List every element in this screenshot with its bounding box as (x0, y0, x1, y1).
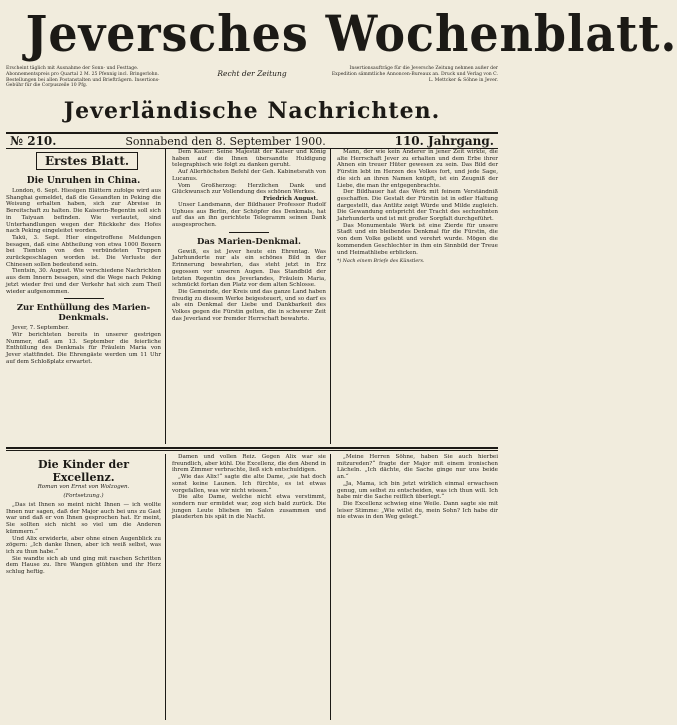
feuilleton-column-1 (6, 454, 166, 720)
article-paragraph: Mann, der wie kein Anderer in jener Zeit wirkte, die alte Herrschaft Jever zu erhalten und dem Erbe ihrer Ahnen ein treuer Hüter gewesen zu sein. Das Bild der Fürstin lebt im Herzen des Volkes fort, und jede Sage, die sich an ihren Namen knüpft, ist ein Zeugniß der Liebe, die man ihr entgegenbrachte. (337, 149, 498, 189)
article-paragraph: Wir berichteten bereits in unserer gestrigen Nummer, daß am 13. September die feierliche Enthüllung des Denkmals für Fräulein Maria von Jever stattfindet. Die Ehrengäste werden um 11 Uhr auf dem Schloßplatz erwartet. (6, 331, 161, 365)
issue-bar (6, 132, 498, 149)
feuilleton-divider (6, 447, 498, 449)
story-paragraph: Damen und vollen Reiz. Gegen Alix war sie freundlich, aber kühl. Die Excellenz, die den Abend in ihrem Zimmer verbrachte, ließ sich entschuldigen. (172, 454, 326, 474)
story-paragraph: „Das ist Ihnen so meint nicht Ihnen — ich wollte Ihnen nur sagen, daß der Major auch bei uns zu Gast war und daß er von Ihnen gesprochen hat. Er meint, Sie sollten sich nicht so viel um die Anderen kümmern.“ (6, 502, 161, 535)
story-paragraph: Die Excellenz schwieg eine Weile. Dann sagte sie mit leiser Stimme: „Wie willst du, mein Sohn? Ich habe dir nie etwas in den Weg gelegt.“ (337, 500, 498, 521)
story-paragraph: „Meine Herren Söhne, haben Sie auch hierbei mitzureden?“ fragte der Major mit einem ironischen Lächeln. „Ich dächte, die Sache ginge nur uns beide an.“ (337, 454, 498, 481)
masthead-info-row (6, 66, 498, 96)
article-paragraph: Gewiß, es ist Jever heute ein Ehrentag. Was Jahrhunderte nur als ein schönes Bild in der Erinnerung bewahrten, das steht jetzt in Erz gegossen vor unseren Augen. Das Standbild der letzten Regentin des Jeverlandes, Fräulein Maria, schmückt fortan den Platz vor dem alten Schlosse. (172, 248, 326, 289)
publisher-info: Insertionsaufträge für die Jeversche Zeitung nehmen außer der Expedition sämmtliche Annoncen-Bureaux an. Druck und Verlag von C. L. Mettcker & Söhne in Jever. (331, 66, 498, 83)
feuilleton-column-3 (337, 454, 498, 720)
divider (229, 232, 269, 233)
footnote: *) Nach einem Briefe des Künstlers. (337, 259, 425, 265)
article-paragraph: Takü, 3. Sept. Hier eingetroffene Meldungen besagen, daß eine Abtheilung von etwa 1000 Boxern bei Tientsin von den verbündeten Truppen zurückgeschlagen worden ist. Die Verluste der Chinesen sollen bedeutend sein. (6, 234, 161, 268)
headline-marien-denkmal: Das Marien-Denkmal. (197, 236, 301, 247)
headline-denkmal: Zur Enthüllung des Marien-Denkmals. (16, 303, 151, 324)
column-3 (337, 149, 498, 444)
story-paragraph: Die alte Dame, welche nicht etwa verstimmt, sondern nur ermüdet war, zog sich bald zurück. Die jungen Leute blieben im Salon zusammen und plauderten bis spät in die Nacht. (172, 494, 326, 521)
column-1 (6, 149, 166, 444)
article-paragraph: Unser Landsmann, der Bildhauer Professor Rudolf Uphues aus Berlin, der Schöpfer des Denkmals, hat auf das an ihn gerichtete Telegramm seinen Dank ausgesprochen. (172, 201, 326, 229)
column-2 (172, 149, 331, 444)
issue-date: Sonnabend den 8. September 1900. (125, 134, 326, 148)
issue-volume: 110. Jahrgang. (394, 134, 494, 148)
masthead-motto: Recht der Zeitung (217, 69, 287, 78)
headline-china: Die Unruhen in China. (26, 176, 141, 186)
news-columns (6, 149, 498, 444)
article-paragraph: Tientsin, 30. August. Wie verschiedene Nachrichten aus dem Innern besagen, sind die Wege nach Peking jetzt wieder frei und der Verkehr hat sich zum Theil wieder aufgenommen. (6, 268, 161, 295)
story-paragraph: „Ja, Mama, ich bin jetzt wirklich einmal erwachsen genug, um selbst zu entscheiden, was ich thun will. Ich habe mir die Sache reiflich überlegt.“ (337, 480, 498, 501)
article-paragraph: Dem Kaiser: Seine Majestät der Kaiser und König haben auf die Ihnen übersandte Huldigung telegraphisch wie folgt zu danken geruht. (172, 149, 326, 169)
story-paragraph: Und Alix erwiderte, aber ohne einen Augenblick zu zögern: „Ich danke Ihnen, aber ich weiß selbst, was ich zu thun habe.“ (6, 535, 161, 555)
feuilleton-divider-thin (6, 450, 498, 451)
newspaper-page (6, 4, 677, 720)
newspaper-masthead: Jeversches Wochenblatt. (25, 4, 677, 63)
article-paragraph: London, 6. Sept. Hiesigen Blättern zufolge wird aus Shanghai gemeldet, daß die Gesandten in Peking die Weisung erhalten haben, sich zur Abreise in Bereitschaft zu halten. Die Kaiserin-Regentin soll sich in Taiyuan befinden. Wie verlautet, sind Unterhandlungen wegen der Rückkehr des Hofes nach Peking eingeleitet worden. (6, 188, 161, 235)
subscription-info: Erscheint täglich mit Ausnahme der Sonn- und Festtage. Abonnementspreis pro Quartal 2 M. 25 Pfennig incl. Bringerlohn. Bestellungen bei allen Postanstalten und Briefträgern. Insertions-Gebühr für die Corpuszeile 10 Pfg. (6, 66, 160, 89)
article-paragraph: Das Monumentale Werk ist eine Zierde für unsere Stadt und ein bleibendes Denkmal für die Fürstin, die von dem Volke geliebt und verehrt wurde. Mögen die kommenden Geschlechter in ihm ein Sinnbild der Treue und Heimathliebe erblicken. (337, 222, 498, 256)
feuilleton-columns (6, 454, 498, 720)
article-paragraph: Der Bildhauer hat das Werk mit feinem Verständniß geschaffen. Die Gestalt der Fürstin ist in edler Haltung dargestellt, das Antlitz zeigt Würde und Milde zugleich. Die Gewandung entspricht der Tracht des sechzehnten Jahrhunderts und ist mit großer Sorgfalt durchgeführt. (337, 189, 498, 223)
article-paragraph: Auf Allerhöchsten Befehl der Geh. Kabinetsrath von Lucanus. (172, 169, 326, 182)
signature: Friedrich August. (263, 195, 318, 202)
feuilleton-column-2 (172, 454, 331, 720)
feuilleton-author: Roman von Ernst von Wolzogen. (37, 484, 130, 490)
section-title: Erstes Blatt. (36, 152, 138, 170)
feuilleton-title: Die Kinder der Excellenz. (37, 458, 130, 484)
dateline: Jever, 7. September. (12, 325, 70, 332)
newspaper-subtitle: Jeverländische Nachrichten. (63, 98, 441, 124)
issue-number: № 210. (10, 134, 57, 148)
article-paragraph: Vom Großherzog: Herzlichen Dank und Glückwunsch zur Vollendung des schönen Werkes. (172, 182, 326, 196)
feuilleton-continuation: (Fortsetzung.) (63, 493, 104, 499)
article-paragraph: Die Gemeinde, der Kreis und das ganze Land haben freudig zu diesem Werke beigesteuert, und so darf es als ein Denkmal der Liebe und Dankbarkeit des Volkes gegen die Fürstin gelten, die in schwerer Zeit das Jeverland vor fremder Herrschaft bewahrte. (172, 288, 326, 322)
divider (64, 298, 104, 299)
story-paragraph: „Wie das Alix!“ sagte die alte Dame, „sie hat doch sonst keine Launen. Ich fürchte, es ist etwas vorgefallen, was wir nicht wissen.“ (172, 474, 326, 494)
story-paragraph: Sie wandte sich ab und ging mit raschen Schritten dem Hause zu. Ihre Wangen glühten und ihr Herz schlug heftig. (6, 555, 161, 576)
